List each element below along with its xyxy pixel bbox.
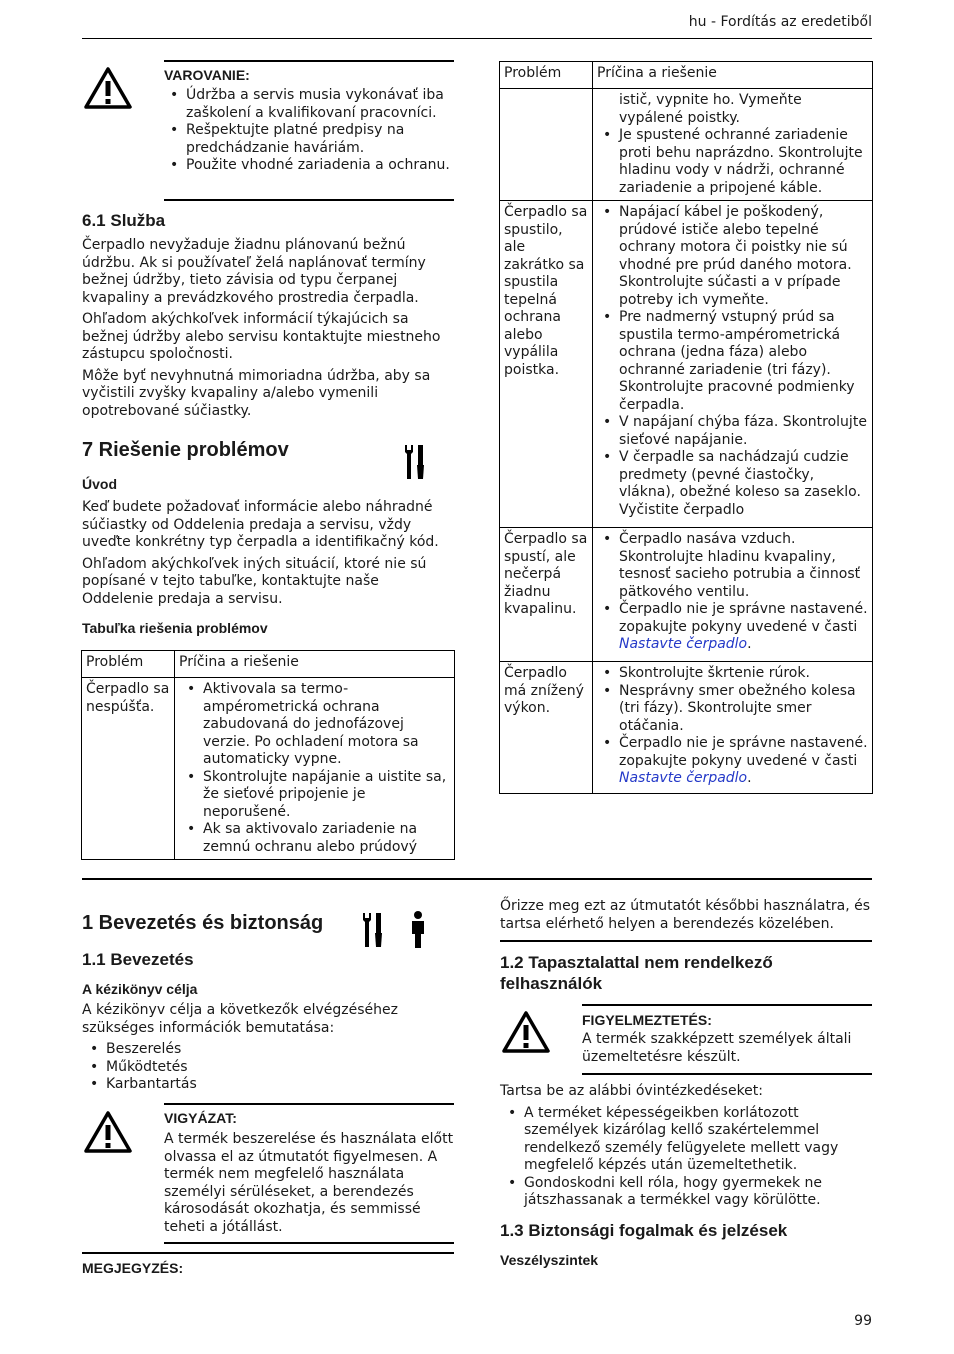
warning-box — [582, 1012, 872, 1066]
table-row — [82, 678, 455, 860]
list-item: • Údržba a servis musia vykonávať iba zaškolení a kvalifikovaní pracovníci. — [164, 87, 454, 122]
list-item: • Rešpektujte platné predpisy na predchádzanie haváriám. — [164, 122, 454, 157]
paragraph: Ohľadom akýchkoľvek informácií týkajúcich sa bežnej údržby alebo servisu kontaktujte miestneho zástupcu spoločnosti. — [82, 311, 441, 362]
link-nastavte-cerpadlo[interactable]: Nastavte čerpadlo — [619, 636, 748, 652]
list-item: • A terméket képességeikben korlátozott személyek kizárólag kellő szakértelemmel rendelkező személy felügyelete mellett vagy megfelelő képzés után üzemeltethetik. — [502, 1105, 872, 1175]
list-item: • Čerpadlo nasáva vzduch. Skontrolujte hladinu kvapaliny, tesnosť sacieho potrubia a činnosť pätkového ventilu. — [597, 531, 868, 601]
precautions-list — [500, 1105, 872, 1210]
list-item: • Skontrolujte napájanie a uistite sa, že sieťové pripojenie je neporušené. — [181, 769, 450, 822]
list-item: • V čerpadle sa nachádzajú cudzie predmety (pevné čiastočky, vlákna), obežné koleso sa zaseklo. Vyčistite čerpadlo — [597, 449, 868, 519]
paragraph: Čerpadlo nevyžaduje žiadnu plánovanú bežnú údržbu. Ak si používateľ želá naplánovať termíny bežnej údržby, tieto závisia od typu čerpanej kvapaliny a prevádzkového prostredia čerpadla. — [82, 237, 426, 306]
note-label: MEGJEGYZÉS: — [82, 1260, 184, 1276]
solution-cell — [593, 89, 873, 201]
troubleshooting-table-continued — [499, 61, 873, 794]
warning-box — [164, 67, 454, 175]
section-7 — [82, 476, 454, 636]
problem-cell: Čerpadlo má znížený výkon. — [500, 662, 593, 794]
caution-box — [164, 1110, 454, 1236]
paragraph: Môže byť nevyhnutná mimoriadna údržba, aby sa vyčistili zvyšky kvapaliny a/alebo vymenili opotrebované súčiastky. — [82, 367, 431, 419]
paragraph: A kézikönyv célja a következők elvégzéséhez szükséges információk bemutatása: — [82, 1002, 398, 1036]
list-item: • Gondoskodni kell róla, hogy gyermekek ne játszhassanak a termékkel vagy körülötte. — [502, 1175, 872, 1210]
column-header: Problém — [500, 62, 593, 89]
warning-list — [164, 87, 454, 175]
paragraph: Tartsa be az alábbi óvintézkedéseket: — [500, 1083, 763, 1099]
section-divider — [82, 878, 872, 880]
caution-triangle-icon — [83, 1110, 133, 1154]
list-item: • Nesprávny smer obežného kolesa (tri fázy). Skontrolujte smer otáčania. — [597, 683, 868, 736]
list-item: • Pre nadmerný vstupný prúd sa spustila termo-ampérometrická ochrana (jedna fáza) alebo ochranné zariadenie (tri fázy). Skontrolujte pracovné podmienky čerpadla. — [597, 309, 868, 414]
problem-cell: Čerpadlo sa spustí, ale nečerpá žiadnu kvapalinu. — [500, 528, 593, 662]
warning-triangle-icon — [501, 1010, 551, 1054]
list-item: • Működtetés — [84, 1059, 454, 1077]
right-column — [500, 898, 872, 933]
section-title-1: 1 Bevezetés és biztonság — [82, 912, 324, 934]
list-item: • Beszerelés — [84, 1041, 454, 1059]
section-title: 6.1 Služba — [82, 211, 166, 230]
warning-text: A termék szakképzett személyek általi üzemeltetésre készült. — [582, 1031, 852, 1065]
table-header-row — [82, 651, 455, 678]
header-rule — [82, 38, 872, 39]
tools-icon — [360, 911, 386, 949]
table-label: Tabuľka riešenia problémov — [82, 620, 268, 636]
page-number: 99 — [854, 1313, 872, 1329]
warning-label: FIGYELMEZTETÉS: — [582, 1012, 712, 1028]
caution-text: A termék beszerelése és használata előtt olvassa el az útmutatót figyelmesen. A termék nem megfelelő használata személyi sérüléseket, a berendezés károsodását okozhatja, és semmissé teheti a jótállást. — [164, 1131, 454, 1235]
section-1-1 — [82, 950, 454, 1094]
table-row — [500, 528, 873, 662]
table-row — [500, 89, 873, 201]
section-title-7: 7 Riešenie problémov — [82, 439, 289, 461]
list-item: • Je spustené ochranné zariadenie proti behu naprázdno. Skontrolujte hladinu vody v nádrži, ochranné zariadenie a pripojené káble. — [597, 127, 868, 197]
list-item: • Karbantartás — [84, 1076, 454, 1094]
table-row — [500, 662, 873, 794]
warning-triangle-icon — [83, 66, 133, 110]
troubleshooting-table — [81, 650, 455, 860]
solution-cell — [593, 201, 873, 528]
section-title: 1.2 Tapasztalattal nem rendelkező felhasználók — [500, 953, 773, 993]
link-nastavte-cerpadlo[interactable]: Nastavte čerpadlo — [619, 770, 748, 786]
column-header: Príčina a riešenie — [593, 62, 873, 89]
table-row — [500, 201, 873, 528]
section-title: 1.3 Biztonsági fogalmak és jelzések — [500, 1220, 788, 1240]
solution-cell — [175, 678, 455, 860]
problem-cell: Čerpadlo sa spustilo, ale zakrátko sa spustila tepelná ochrana alebo vypálila poistka. — [500, 201, 593, 528]
section-6-1 — [82, 211, 454, 420]
header-text: hu - Fordítás az eredetiből — [688, 14, 872, 30]
purpose-label: A kézikönyv célja — [82, 981, 198, 997]
table-header-row — [500, 62, 873, 89]
solution-cell — [593, 528, 873, 662]
list-item: • Čerpadlo nie je správne nastavené. zopakujte pokyny uvedené v časti Nastavte čerpadlo. — [597, 601, 868, 654]
list-item: • Ak sa aktivovalo zariadenie na zemnú ochranu alebo prúdový — [181, 821, 450, 856]
levels-label: Veszélyszintek — [500, 1251, 599, 1268]
solution-cell — [593, 662, 873, 794]
list-item: • Čerpadlo nie je správne nastavené. zopakujte pokyny uvedené v časti Nastavte čerpadlo. — [597, 735, 868, 788]
paragraph: Őrizze meg ezt az útmutatót későbbi használatra, és tartsa elérhető helyen a berendezés közelében. — [500, 898, 871, 932]
section-title: 1.1 Bevezetés — [82, 950, 194, 969]
continued-text: istič, vypnite ho. Vymeňte vypálené poistky. — [619, 92, 802, 126]
paragraph: Keď budete požadovať informácie alebo náhradné súčiastky od Oddelenia predaja a servisu, vždy uveďte konkrétny typ čerpadla a identifikačný kód. — [82, 499, 439, 550]
warning-label: VAROVANIE: — [164, 67, 250, 83]
list-item: • V napájaní chýba fáza. Skontrolujte sieťové napájanie. — [597, 414, 868, 449]
intro-label: Úvod — [82, 476, 117, 492]
list-item: • Aktivovala sa termo-ampérometrická ochrana zabudovaná do jednofázovej verzie. Po ochladení motora sa automaticky vypne. — [181, 681, 450, 769]
person-icon — [406, 910, 430, 950]
column-header: Príčina a riešenie — [175, 651, 455, 678]
column-header: Problém — [82, 651, 175, 678]
list-item: • Napájací kábel je poškodený, prúdové ističe alebo tepelné ochrany motora či poistky nie sú vhodné pre prúd daného motora. Skontrolujte súčasti a v prípade potreby ich vymeňte. — [597, 204, 868, 309]
paragraph: Ohľadom akýchkoľvek iných situácií, ktoré nie sú popísané v tejto tabuľke, kontaktujte naše Oddelenie predaja a servisu. — [82, 555, 427, 607]
caution-label: VIGYÁZAT: — [164, 1110, 237, 1126]
list-item: • Skontrolujte škrtenie rúrok. — [597, 665, 868, 683]
problem-cell: Čerpadlo sa nespúšťa. — [82, 678, 175, 860]
purpose-list — [82, 1041, 454, 1094]
list-item: • Použite vhodné zariadenia a ochranu. — [164, 157, 454, 175]
problem-cell — [500, 89, 593, 201]
